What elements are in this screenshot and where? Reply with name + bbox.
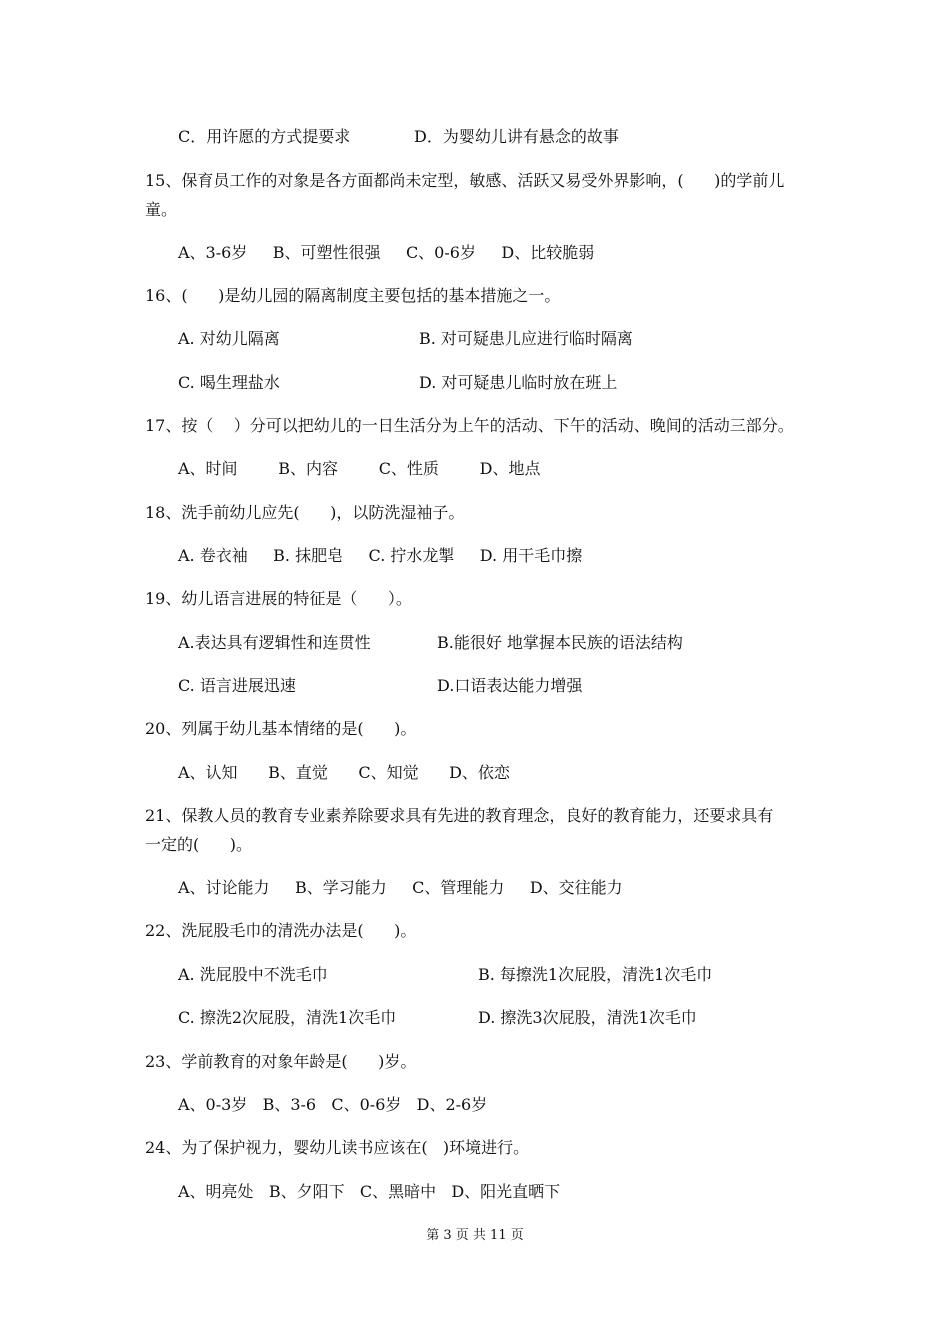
option-b: B. 对可疑患儿应进行临时隔离 <box>419 329 633 348</box>
question-23-stem: 23、学前教育的对象年龄是( )岁。 <box>145 1052 417 1071</box>
option-a: A. 对幼儿隔离 <box>178 329 280 348</box>
question-17-options: A、时间 B、内容 C、性质 D、地点 <box>178 459 541 478</box>
question-24-stem: 24、为了保护视力，婴幼儿读书应该在( )环境进行。 <box>145 1138 530 1157</box>
option-d: D. 对可疑患儿临时放在班上 <box>419 373 618 392</box>
option-c: C. 擦洗2次屁股，清洗1次毛巾 <box>178 1008 397 1027</box>
question-19-stem: 19、幼儿语言进展的特征是（ ）。 <box>145 589 412 608</box>
option-d: D. 擦洗3次屁股，清洗1次毛巾 <box>478 1008 697 1027</box>
question-17-stem: 17、按（ ）分可以把幼儿的一日生活分为上午的活动、下午的活动、晚间的活动三部分。 <box>145 416 794 435</box>
option-d: D．为婴幼儿讲有悬念的故事 <box>414 127 619 146</box>
question-15-options: A、3-6岁 B、可塑性很强 C、0-6岁 D、比较脆弱 <box>178 243 595 262</box>
question-16-stem: 16、( )是幼儿园的隔离制度主要包括的基本措施之一。 <box>145 286 561 305</box>
option-b: B. 每擦洗1次屁股，清洗1次毛巾 <box>478 965 713 984</box>
option-a: A. 洗屁股中不洗毛巾 <box>178 965 328 984</box>
question-24-options: A、明亮处 B、夕阳下 C、黑暗中 D、阳光直晒下 <box>178 1182 561 1201</box>
option-c: C．用许愿的方式提要求 <box>178 127 351 146</box>
option-d: D.口语表达能力增强 <box>437 676 583 695</box>
question-15-stem: 童。 <box>145 200 178 219</box>
option-c: C. 语言进展迅速 <box>178 676 296 695</box>
option-c: C. 喝生理盐水 <box>178 373 280 392</box>
option-b: B.能很好 地掌握本民族的语法结构 <box>437 633 683 652</box>
question-18-options: A. 卷衣袖 B. 抹肥皂 C. 拧水龙掣 D. 用干毛巾擦 <box>178 546 583 565</box>
question-15-stem: 15、保育员工作的对象是各方面都尚未定型，敏感、活跃又易受外界影响，( )的学前儿 <box>145 171 785 190</box>
option-a: A.表达具有逻辑性和连贯性 <box>178 633 371 652</box>
question-18-stem: 18、洗手前幼儿应先( )，以防洗湿袖子。 <box>145 503 465 522</box>
question-20-stem: 20、列属于幼儿基本情绪的是( )。 <box>145 719 417 738</box>
page-footer: 第 3 页 共 11 页 <box>426 1228 524 1243</box>
question-21-stem: 21、保教人员的教育专业素养除要求具有先进的教育理念，良好的教育能力，还要求具有 <box>145 806 774 825</box>
question-21-stem: 一定的( )。 <box>145 835 253 854</box>
question-21-options: A、讨论能力 B、学习能力 C、管理能力 D、交往能力 <box>178 878 623 897</box>
question-20-options: A、认知 B、直觉 C、知觉 D、依恋 <box>178 763 510 782</box>
question-22-stem: 22、洗屁股毛巾的清洗办法是( )。 <box>145 921 417 940</box>
question-23-options: A、0-3岁 B、3-6 C、0-6岁 D、2-6岁 <box>178 1095 488 1114</box>
